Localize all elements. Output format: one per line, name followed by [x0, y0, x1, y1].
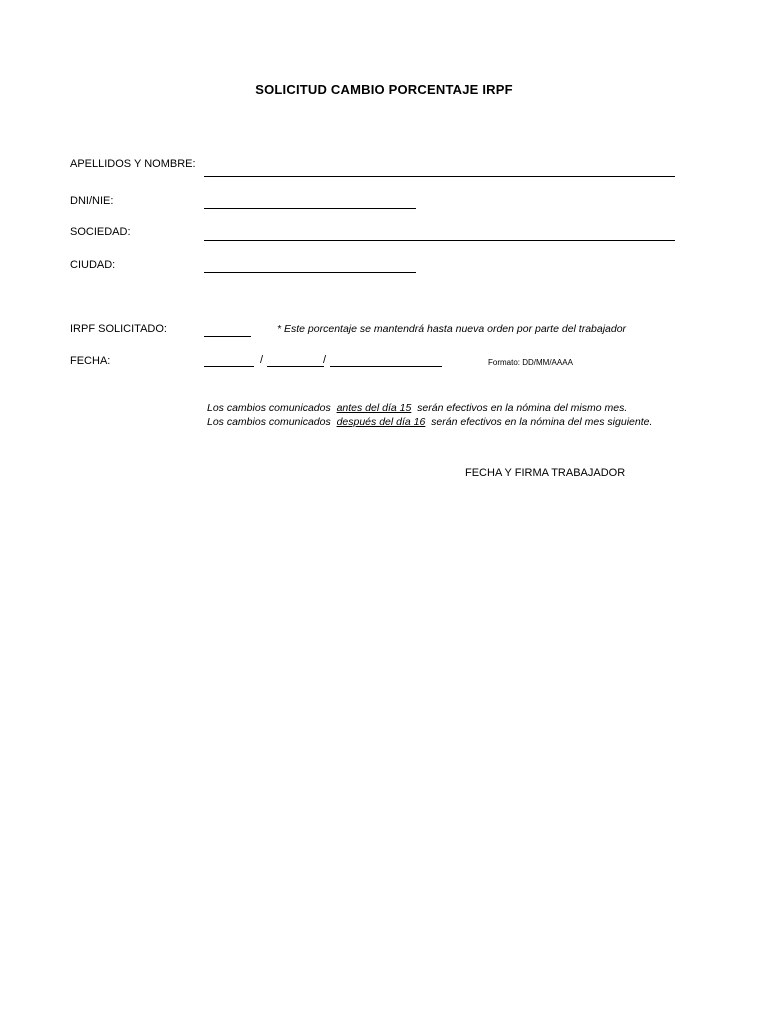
date-separator: / [260, 354, 264, 366]
dni-field-line[interactable] [204, 208, 416, 209]
page-title: SOLICITUD CAMBIO PORCENTAJE IRPF [255, 82, 513, 97]
fecha-month-line[interactable] [267, 366, 324, 367]
notice-text: Los cambios comunicados [207, 416, 331, 428]
notice-line-1 [207, 402, 627, 414]
notice-text: serán efectivos en la nómina del mes siguiente. [431, 416, 653, 428]
ciudad-field-line[interactable] [204, 272, 416, 273]
apellidos-field-line[interactable] [204, 176, 675, 177]
fecha-label: FECHA: [70, 355, 111, 367]
notice-text: Los cambios comunicados [207, 402, 331, 414]
irpf-field-line[interactable] [204, 336, 251, 337]
irpf-note: * Este porcentaje se mantendrá hasta nueva orden por parte del trabajador [277, 323, 627, 335]
signature-label: FECHA Y FIRMA TRABAJADOR [465, 467, 626, 479]
sociedad-field-line[interactable] [204, 240, 675, 241]
notice-emphasis: después del día 16 [336, 416, 426, 428]
date-separator: / [323, 354, 327, 366]
sociedad-label: SOCIEDAD: [70, 226, 131, 238]
ciudad-label: CIUDAD: [70, 259, 116, 271]
fecha-year-line[interactable] [330, 366, 442, 367]
irpf-label: IRPF SOLICITADO: [70, 323, 167, 335]
date-format-hint: Formato: DD/MM/AAAA [488, 358, 573, 367]
notice-emphasis: antes del día 15 [336, 402, 412, 414]
dni-label: DNI/NIE: [70, 195, 114, 207]
fecha-day-line[interactable] [204, 366, 254, 367]
notice-text: serán efectivos en la nómina del mismo mes. [417, 402, 628, 414]
notice-line-2 [207, 416, 652, 428]
apellidos-label: APELLIDOS Y NOMBRE: [70, 158, 196, 170]
